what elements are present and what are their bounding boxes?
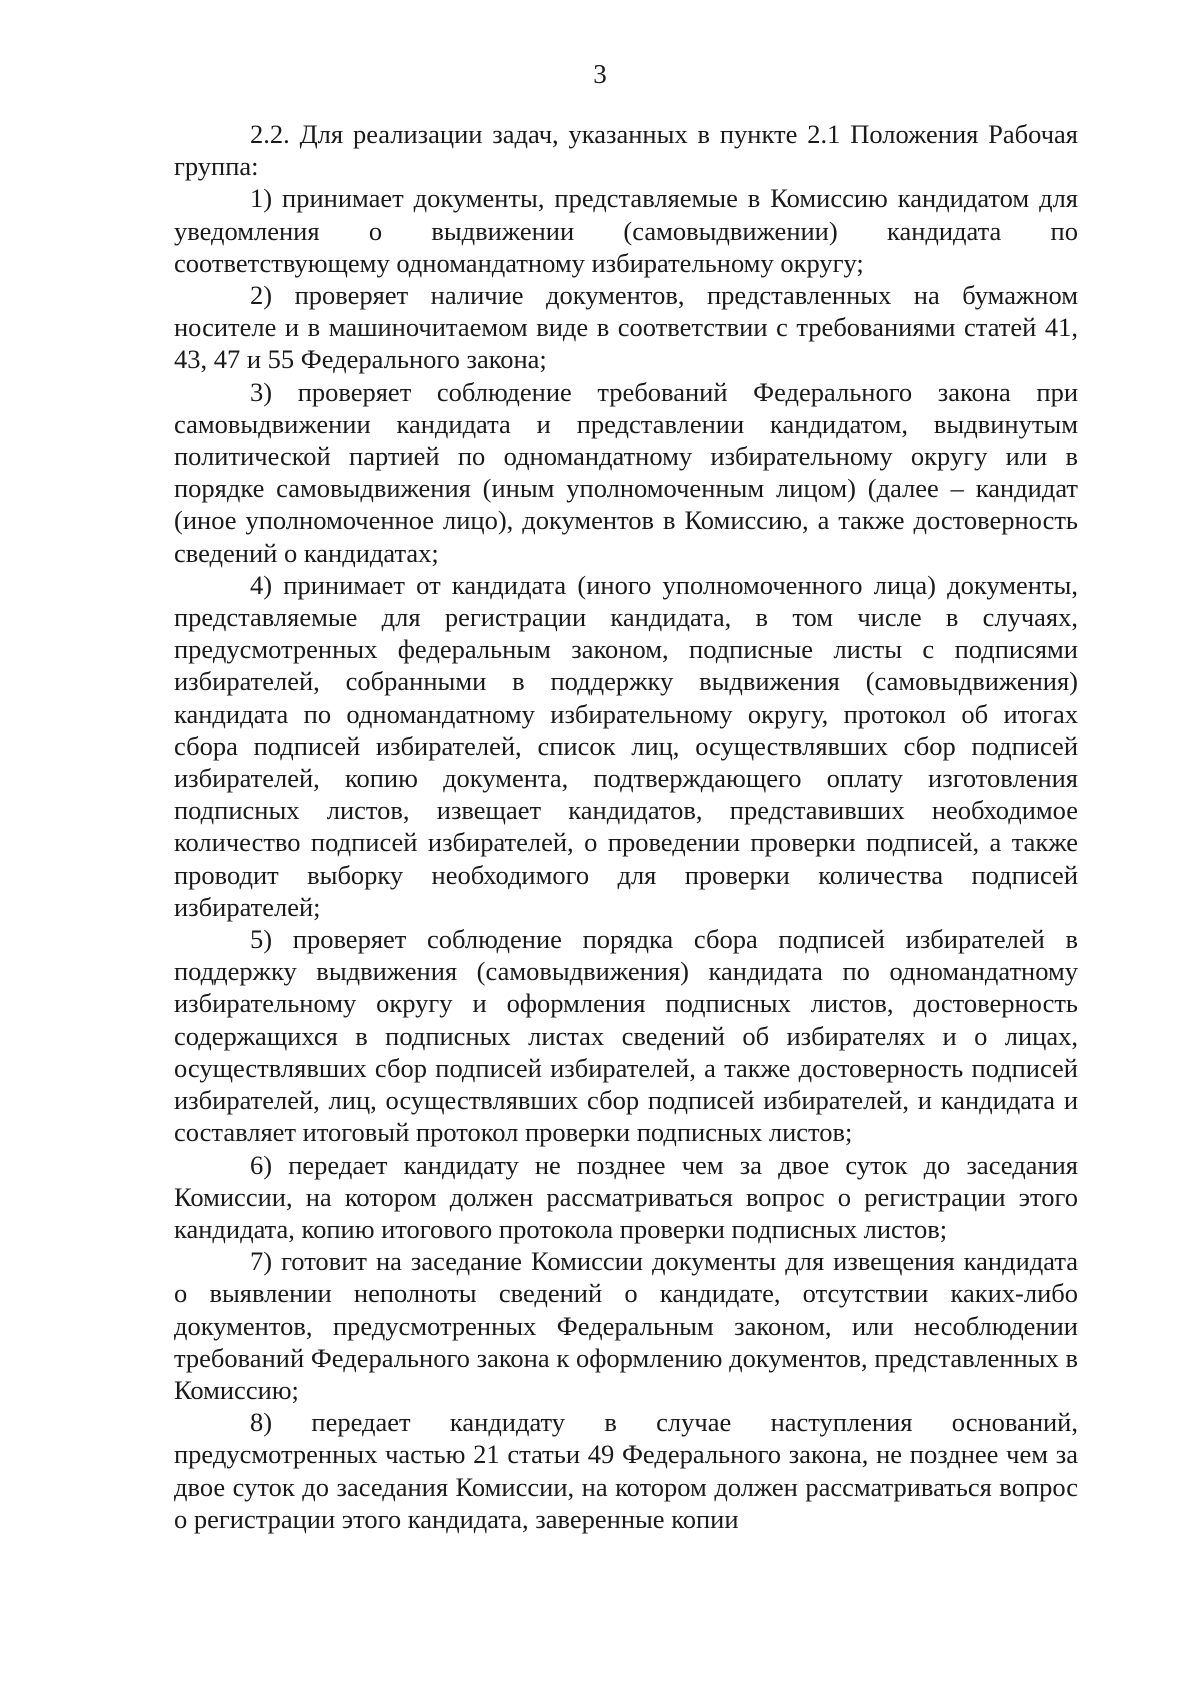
list-item-7: 7) готовит на заседание Комиссии документы для извещения кандидата о выявлении неполноты сведений о кандидате, отсутствии каких-либо документов, предусмотренных Федеральным законом, или несоблюдении требований Федерального закона к оформлению документов, представленных в Комиссию; [174, 1246, 1078, 1405]
document-body [174, 118, 1078, 1535]
list-item-2: 2) проверяет наличие документов, представленных на бумажном носителе и в машиночитаемом виде в соответствии с требованиями статей 41, 43, 47 и 55 Федерального закона; [174, 280, 1078, 375]
list-item-4: 4) принимает от кандидата (иного уполномоченного лица) документы, представляемые для регистрации кандидата, в том числе в случаях, предусмотренных федеральным законом, подписные листы с подписями избирателей, собранными в поддержку выдвижения (самовыдвижения) кандидата по одномандатному избирательному округу, протокол об итогах сбора подписей избирателей, список лиц, осуществлявших сбор подписей избирателей, копию документа, подтверждающего оплату изготовления подписных листов, извещает кандидатов, представивших необходимое количество подписей избирателей, о проведении проверки подписей, а также проводит выборку необходимого для проверки количества подписей избирателей; [174, 569, 1078, 922]
list-item-5: 5) проверяет соблюдение порядка сбора подписей избирателей в поддержку выдвижения (самовыдвижения) кандидата по одномандатному избирательному округу и оформления подписных листов, достоверность содержащихся в подписных листах сведений об избирателях и о лицах, осуществлявших сбор подписей избирателей, а также достоверность подписей избирателей, лиц, осуществлявших сбор подписей избирателей, и кандидата и составляет итоговый протокол проверки подписных листов; [174, 924, 1078, 1148]
paragraph-2-2: 2.2. Для реализации задач, указанных в пункте 2.1 Положения Рабочая группа: [174, 119, 1078, 182]
list-item-6: 6) передает кандидату не позднее чем за двое суток до заседания Комиссии, на котором должен рассматриваться вопрос о регистрации этого кандидата, копию итогового протокола проверки подписных листов; [174, 1149, 1078, 1244]
list-item-1: 1) принимает документы, представляемые в Комиссию кандидатом для уведомления о выдвижении (самовыдвижении) кандидата по соответствующему одномандатному избирательному округу; [174, 183, 1078, 278]
list-item-3: 3) проверяет соблюдение требований Федерального закона при самовыдвижении кандидата и представлении кандидатом, выдвинутым политической партией по одномандатному избирательному округу или в порядке самовыдвижения (иным уполномоченным лицом) (далее – кандидат (иное уполномоченное лицо), документов в Комиссию, а также достоверность сведений о кандидатах; [174, 376, 1078, 568]
list-item-8: 8) передает кандидату в случае наступления оснований, предусмотренных частью 21 статьи 49 Федерального закона, не позднее чем за двое суток до заседания Комиссии, на котором должен рассматриваться вопрос о регистрации этого кандидата, заверенные копии [174, 1407, 1078, 1534]
page-number: 3 [593, 59, 607, 89]
